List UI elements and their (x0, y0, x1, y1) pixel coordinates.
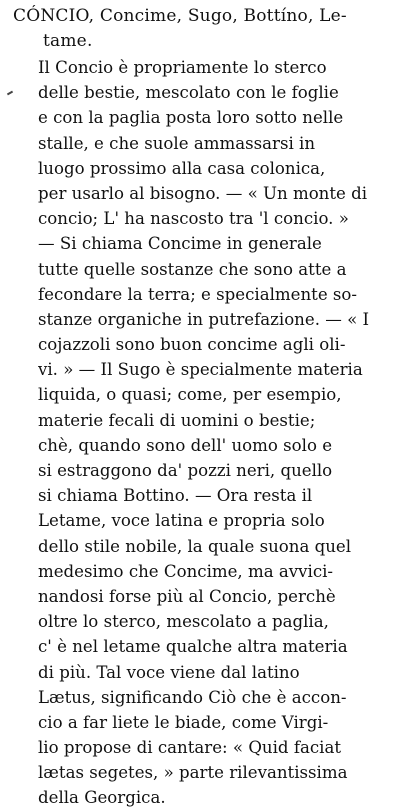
text-line: dello stile nobile, la quale suona quel (38, 536, 352, 556)
text-line: — Si chiama Concime in generale (38, 234, 322, 254)
text-line: tutte quelle sostanze che sono atte a (38, 259, 347, 279)
text-line: lætas segetes, » parte rilevantissima (38, 763, 348, 783)
entry-heading (13, 4, 403, 54)
text-line: concio; L' ha nascosto tra 'l concio. » (38, 209, 349, 229)
text-line: della Georgica. (38, 788, 166, 808)
text-line: c' è nel letame qualche altra materia (38, 637, 348, 657)
text-line: Letame, voce latina e propria solo (38, 511, 325, 531)
text-line: di più. Tal voce viene dal latino (38, 662, 300, 682)
entry-body (38, 55, 410, 811)
stray-ink-mark (7, 91, 13, 96)
heading-line-2: tame. (43, 31, 93, 51)
text-line: cio a far liete le biade, come Virgi- (38, 712, 329, 732)
text-line: si estraggono da' pozzi neri, quello (38, 461, 333, 480)
text-line: oltre lo sterco, mescolato a paglia, (38, 612, 329, 632)
text-line: cojazzoli sono buon concime agli oli- (38, 335, 346, 355)
text-line: materie fecali di uomini o bestie; (38, 410, 316, 430)
text-line: per usarlo al bisogno. — « Un monte di (38, 183, 368, 203)
text-line: e con la paglia posta loro sotto nelle (38, 108, 344, 128)
text-line: luogo prossimo alla casa colonica, (38, 158, 326, 178)
heading-line-1: CÓNCIO, Concime, Sugo, Bottíno, Le- (13, 6, 347, 26)
text-line: lio propose di cantare: « Quid faciat (38, 738, 342, 758)
text-line: delle bestie, mescolato con le foglie (38, 83, 339, 103)
text-line: vi. » — Il Sugo è specialmente materia (38, 360, 363, 380)
text-line: Lætus, significando Ciò che è accon- (38, 687, 347, 707)
text-line: liquida, o quasi; come, per esempio, (38, 385, 342, 405)
text-line: Il Concio è propriamente lo sterco (38, 58, 327, 77)
text-line: medesimo che Concime, ma avvici- (38, 561, 334, 581)
text-line: fecondare la terra; e specialmente so- (38, 284, 358, 304)
text-line: nandosi forse più al Concio, perchè (38, 586, 336, 606)
text-line: stalle, e che suole ammassarsi in (38, 133, 316, 153)
text-line: si chiama Bottino. — Ora resta il (38, 486, 313, 506)
text-line: chè, quando sono dell' uomo solo e (38, 435, 333, 455)
text-line: stanze organiche in putrefazione. — « I (38, 309, 370, 329)
